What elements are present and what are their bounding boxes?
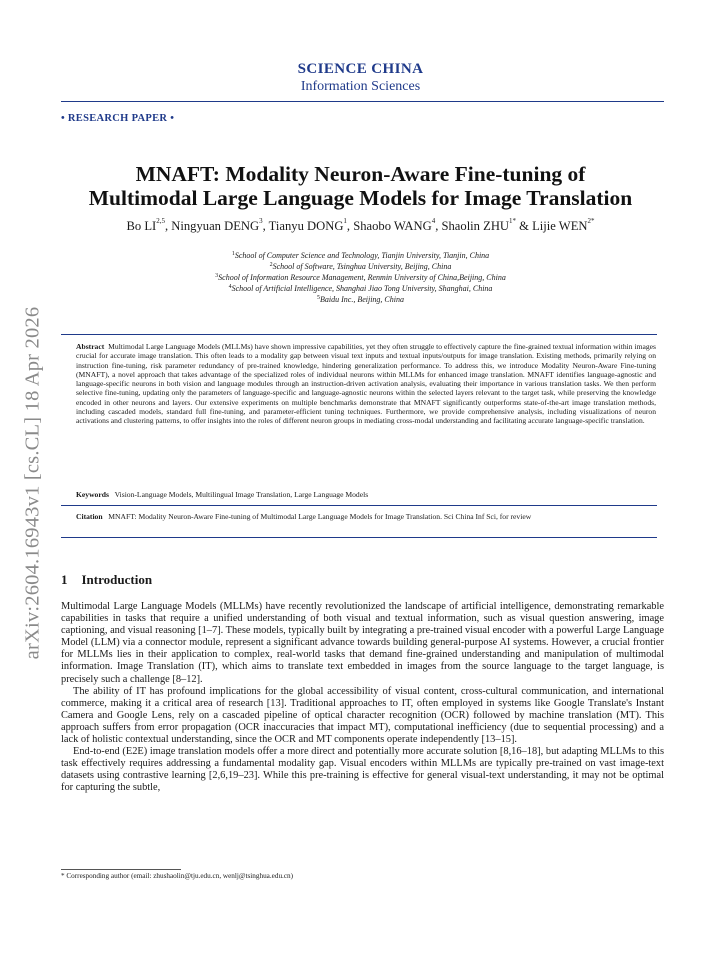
paragraph: Multimodal Large Language Models (MLLMs) have recently revolutionized the landscape of artificial intelligence, demonstrating remarkable capabilities in tasks that require a unified understanding of both visual and textual information, such as visual question answering, image captioning, and visual reasoning [1–7]. These models, typically built by integrating a pre-trained visual encoder with a powerful Large Language Model (LLM) via a connector module, represent a significant advance towards building general-purpose AI systems. However, a crucial frontier for MLLMs lies in their application to complex, real-world tasks that demand fine-grained understanding and manipulation of multimodal information. Image Translation (IT), which aims to translate text embedded in images from the source language to the target language, is precisely such a challenge [8–12]. <box>61 601 664 685</box>
footnote: * Corresponding author (email: zhushaolin@tju.edu.cn, wenlj@tsinghua.edu.cn) <box>61 872 294 880</box>
author-name: Shaobo WANG <box>353 219 432 233</box>
citation-text: MNAFT: Modality Neuron-Aware Fine-tuning of Multimodal Large Language Models for Image Translation. Sci China Inf Sci, for review <box>108 512 532 521</box>
keywords <box>76 490 368 499</box>
author-affiliation-marker: 3 <box>259 217 263 225</box>
affiliation-text: Baidu Inc., Beijing, China <box>320 295 404 304</box>
author-affiliation-marker: 1 <box>343 217 347 225</box>
header-rule <box>61 101 664 102</box>
citation-top-rule <box>61 505 657 506</box>
abstract-label: Abstract <box>76 342 105 351</box>
title-line-2: Multimodal Large Language Models for Image Translation <box>88 186 633 210</box>
section-body <box>61 601 664 795</box>
author-name: Bo LI <box>126 219 157 233</box>
affiliation <box>0 250 721 261</box>
keywords-label: Keywords <box>76 490 109 499</box>
abstract-top-rule <box>61 334 657 335</box>
journal-subtitle: Information Sciences <box>300 79 421 94</box>
author-affiliation-marker: 2,5 <box>156 217 165 225</box>
abstract-text: Multimodal Large Language Models (MLLMs) have shown impressive capabilities, yet they often struggle to effectively capture the fine-grained textual information within images crucial for accurate image translation. This often leads to a modality gap between visual text inputs and textual inputs/outputs for image translation. Existing methods, primarily relying on instruction fine-tuning, risk parameter redundancy of pre-trained knowledge, hindering generalization performance. To address this, we introduce Modality Neuron-Aware Fine-tuning (MNAFT), a novel approach that takes advantage of the specialized roles of individual neurons within MLLMs for enhanced image translation. MNAFT identifies language-agnostic and language-specific neurons in both vision and language modules through an instruction-driven activation analysis, evaluating their importance in various translation tasks. We then perform selective fine-tuning, updating only the parameters of language-specific and language-agnostic neurons within the selected layers relevant to the target task, while preserving the knowledge encoded in other neurons and layers. Our extensive experiments on multiple benchmarks demonstrate that MNAFT significantly outperforms state-of-the-art image translation methods, including cascaded models, standard full fine-tuning, and parameter-efficient tuning techniques. Furthermore, we provide comprehensive analysis, including visualizations of neuron activations and clustering patterns, to offer insights into the roles of different neuron groups in mediating cross-modal understanding and facilitating accurate language-specific translation. <box>76 342 656 426</box>
citation-label: Citation <box>76 512 103 521</box>
affiliation-text: School of Information Resource Management, Renmin University of China,Beijing, China <box>218 273 506 282</box>
author-list: Bo LI$^{2,5}$, Ningyuan DENG$^3$, Tianyu DONG$^1$, Shaobo WANG$^4$, Shaolin $ZHU^{1*}$ & Lijie $WEN^{2*}$ <box>126 217 595 233</box>
citation-bottom-rule <box>61 537 657 538</box>
author-name: Lijie WEN <box>532 219 588 233</box>
affiliation-marker: 2 <box>269 262 273 268</box>
keywords-text: Vision-Language Models, Multilingual Image Translation, Large Language Models <box>114 490 369 499</box>
affiliation-marker: 4 <box>228 284 232 290</box>
abstract <box>76 342 656 426</box>
affiliation-text: School of Software, Tsinghua University, Beijing, China <box>272 262 452 271</box>
affiliation <box>0 261 721 272</box>
paper-title <box>40 162 681 210</box>
paragraph: The ability of IT has profound implications for the global accessibility of visual content, cross-cultural communication, and international commerce, making it a critical area of research [13]. Traditional approaches to IT, often employed in systems like Google Translate's Instant Camera and Google Lens, rely on a cascaded pipeline of optical character recognition (OCR) followed by machine translation (MT). This approach suffers from error propagation (OCR inaccuracies that impact MT), computational inefficiency (due to sequential processing) and a lack of holistic contextual understanding, since the OCR and MT components operate independently [13–15]. <box>61 685 664 746</box>
section-heading <box>61 572 152 588</box>
author-affiliation-marker: 2* <box>587 217 595 225</box>
citation <box>76 512 656 521</box>
section-number: 1 <box>61 572 68 587</box>
affiliation-marker: 1 <box>231 251 235 257</box>
author-name: Tianyu DONG <box>268 219 344 233</box>
author-affiliation-marker: 1* <box>509 217 517 225</box>
affiliation-text: School of Artificial Intelligence, Shanghai Jiao Tong University, Shanghai, China <box>231 284 493 293</box>
author-name: Shaolin ZHU <box>441 219 510 233</box>
section-title: Introduction <box>81 572 153 587</box>
title-line-1: MNAFT: Modality Neuron-Aware Fine-tuning of <box>135 162 586 186</box>
author-affiliation-marker: 4 <box>431 217 436 225</box>
affiliation <box>0 272 721 283</box>
affiliation <box>0 283 721 294</box>
affiliation <box>0 294 721 305</box>
affiliation-text: School of Computer Science and Technology, Tianjin University, Tianjin, China <box>234 251 490 260</box>
author-name: Ningyuan DENG <box>171 219 260 233</box>
affiliation-marker: 5 <box>317 295 320 301</box>
paragraph: End-to-end (E2E) image translation models offer a more direct and potentially more accurate solution [8,16–18], but adapting MLLMs to this task effectively requires addressing a fundamental modality gap. Visual encoders within MLLMs are typically pre-trained on vast image-text datasets using contrastive learning [2,6,19–23]. While this pre-training is effective for general visual-text understanding, it may not be optimal for capturing the subtle, <box>61 746 664 794</box>
arxiv-identifier <box>10 268 56 698</box>
article-type-label: • RESEARCH PAPER • <box>61 113 175 124</box>
footnote-rule <box>61 869 181 870</box>
journal-name: SCIENCE CHINA <box>297 61 424 77</box>
arxiv-identifier-text: arXiv:2604.16943v1 [cs.CL] 18 Apr 2026 <box>21 306 44 660</box>
affiliation-list <box>0 250 721 305</box>
affiliation-marker: 3 <box>215 273 219 279</box>
